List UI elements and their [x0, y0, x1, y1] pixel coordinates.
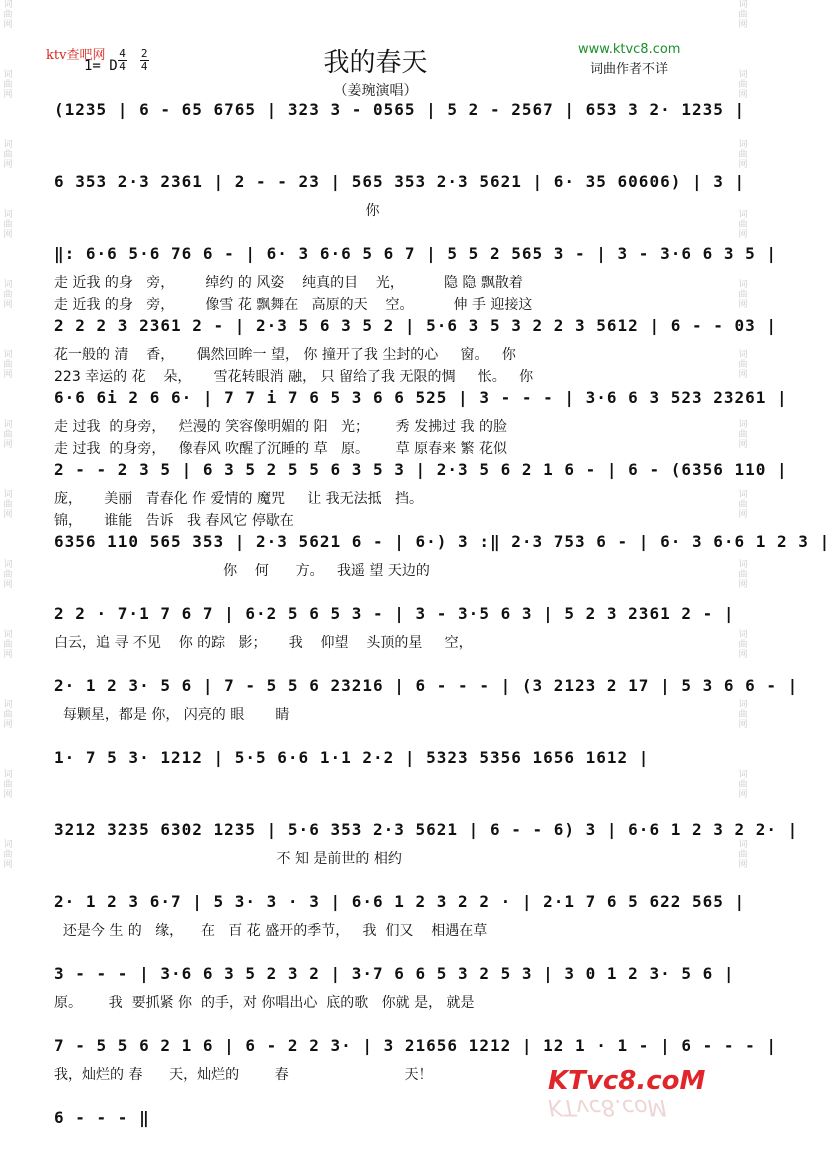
watermark-char: 词	[3, 0, 13, 10]
lyric-row: 庞， 美丽 青春化 作 爱情的 魔咒 让 我无法抵 挡。	[54, 491, 424, 507]
lyric-row: 你 何 方。 我遥 望 天边的	[54, 563, 430, 579]
watermark-char: 网	[738, 20, 748, 30]
watermark-char: 曲	[738, 360, 748, 370]
watermark-char: 曲	[3, 150, 13, 160]
notation-row: 2· 1 2 3· 5 6 | 7 - 5 5 6 23216 | 6 - - - | (3 2123 2 17 | 5 3 6 6 - |	[54, 676, 799, 695]
notation-row: 2 2 · 7·1 7 6 7 | 6·2 5 6 5 3 - | 3 - 3·5 6 3 | 5 2 3 2361 2 - |	[54, 604, 735, 623]
watermark-char: 网	[738, 510, 748, 520]
composer-credit: 词曲作者不详	[590, 62, 669, 77]
watermark-char: 曲	[738, 500, 748, 510]
lyric-row: 不 知 是前世的 相约	[54, 851, 402, 867]
watermark-char: 曲	[3, 430, 13, 440]
site-logo-reflection: KTvc8.coM	[548, 1094, 667, 1119]
score-line	[54, 100, 746, 172]
watermark-char: 词	[3, 840, 13, 850]
watermark-char: 曲	[738, 150, 748, 160]
score-line	[54, 316, 778, 388]
watermark-char: 网	[3, 370, 13, 380]
score-line	[54, 388, 788, 460]
watermark-char: 曲	[738, 430, 748, 440]
watermark-char: 网	[3, 230, 13, 240]
notation-row: ‖: 6·6 5·6 76 6 - | 6· 3 6·6 5 6 7 | 5 5 2 565 3 - | 3 - 3·6 6 3 5 |	[54, 244, 778, 263]
watermark-char: 网	[3, 160, 13, 170]
lyric-row: 走 过我 的身旁， 像春风 吹醒了沉睡的 草 原。 草 原春来 繁 花似	[54, 441, 508, 457]
watermark-char: 网	[3, 440, 13, 450]
notation-row: 2· 1 2 3 6·7 | 5 3· 3 · 3 | 6·6 1 2 3 2 2 · | 2·1 7 6 5 622 565 |	[54, 892, 746, 911]
watermark-char: 词	[738, 560, 748, 570]
watermark-char: 曲	[738, 220, 748, 230]
lyric-row: 223 幸运的 花 朵， 雪花转眼消 融， 只 留给了我 无限的惆 怅。 你	[54, 369, 534, 385]
watermark-char: 词	[3, 770, 13, 780]
watermark-char: 词	[3, 700, 13, 710]
score-line	[54, 604, 735, 676]
notation-row: 6 - - - ‖	[54, 1108, 150, 1127]
watermark-char: 曲	[3, 290, 13, 300]
watermark-char: 词	[738, 700, 748, 710]
watermark-char: 词	[3, 350, 13, 360]
watermark-char: 网	[3, 860, 13, 870]
key-signature: 1= D	[84, 58, 118, 74]
lyric-row: 我，灿烂的 春 天，灿烂的 春 天！	[54, 1067, 433, 1083]
watermark-char: 网	[738, 580, 748, 590]
watermark-char: 网	[738, 300, 748, 310]
watermark-char: 词	[3, 280, 13, 290]
watermark-char: 网	[3, 300, 13, 310]
watermark-char: 词	[738, 630, 748, 640]
watermark-char: 曲	[738, 710, 748, 720]
lyric-row: 每颗星，都是 你， 闪亮的 眼 睛	[54, 707, 290, 723]
watermark-char: 词	[738, 280, 748, 290]
lyric-row: 白云，追 寻 不见 你 的踪 影； 我 仰望 头顶的星 空，	[54, 635, 473, 651]
watermark-char: 网	[738, 370, 748, 380]
watermark-char: 网	[3, 90, 13, 100]
score-line	[54, 748, 714, 820]
score-line	[54, 172, 746, 244]
watermark-char: 词	[738, 0, 748, 10]
watermark-char: 曲	[738, 570, 748, 580]
watermark-char: 网	[3, 790, 13, 800]
watermark-char: 曲	[3, 710, 13, 720]
watermark-char: 曲	[738, 10, 748, 20]
watermark-char: 词	[738, 210, 748, 220]
lyric-row: 你	[54, 203, 380, 219]
watermark-char: 网	[738, 440, 748, 450]
watermark-char: 词	[738, 490, 748, 500]
watermark-char: 词	[738, 70, 748, 80]
watermark-char: 词	[3, 210, 13, 220]
watermark-char: 网	[3, 720, 13, 730]
song-title: 我的春天	[323, 48, 428, 78]
watermark-char: 词	[3, 560, 13, 570]
watermark-left	[1, 0, 15, 1156]
notation-row: 6356 110 565 353 | 2·3 5621 6 - | 6·) 3 :‖ 2·3 753 6 - | 6· 3 6·6 1 2 3 |	[54, 532, 830, 551]
score-line	[54, 820, 799, 892]
lyric-row: 走 近我 的身 旁， 像雪 花 飘舞在 高原的天 空。 伸 手 迎接这	[54, 297, 533, 313]
notation-row: 3 - - - | 3·6 6 3 5 2 3 2 | 3·7 6 6 5 3 2 5 3 | 3 0 1 2 3· 5 6 |	[54, 964, 735, 983]
watermark-char: 词	[738, 840, 748, 850]
watermark-char: 词	[738, 350, 748, 360]
watermark-char: 曲	[3, 360, 13, 370]
time-signature-2: $\frac{2}{4}$	[140, 47, 148, 73]
watermark-char: 曲	[3, 220, 13, 230]
watermark-char: 网	[3, 580, 13, 590]
watermark-char: 网	[3, 650, 13, 660]
time-signature-1: $\frac{4}{4}$	[119, 47, 126, 73]
lyric-row: 走 过我 的身旁， 烂漫的 笑容像明媚的 阳 光； 秀 发拂过 我 的脸	[54, 419, 508, 435]
watermark-char: 网	[738, 650, 748, 660]
watermark-char: 词	[738, 140, 748, 150]
lyric-row: 原。 我 要抓紧 你 的手，对 你唱出心 底的歌 你就 是， 就是	[54, 995, 475, 1011]
watermark-char: 曲	[3, 10, 13, 20]
lyric-row: 花一般的 清 香， 偶然回眸一 望， 你 撞开了我 尘封的心 窗。 你	[54, 347, 516, 363]
lyric-row: 锦， 谁能 告诉 我 春风它 停歇在	[54, 513, 294, 529]
watermark-char: 曲	[738, 850, 748, 860]
watermark-char: 网	[738, 720, 748, 730]
watermark-char: 曲	[3, 500, 13, 510]
watermark-char: 网	[3, 20, 13, 30]
singer-credit: （姜琬演唱）	[333, 83, 418, 99]
watermark-char: 网	[738, 860, 748, 870]
watermark-char: 词	[738, 420, 748, 430]
notation-row: (1235 | 6 - 65 6765 | 323 3 - 0565 | 5 2 - 2567 | 653 3 2· 1235 |	[54, 100, 746, 119]
score-line	[54, 964, 735, 1036]
watermark-char: 词	[738, 770, 748, 780]
watermark-char: 曲	[3, 640, 13, 650]
watermark-char: 网	[738, 230, 748, 240]
notation-row: 2 - - 2 3 5 | 6 3 5 2 5 5 6 3 5 3 | 2·3 5 6 2 1 6 - | 6 - (6356 110 |	[54, 460, 788, 479]
notation-row: 7 - 5 5 6 2 1 6 | 6 - 2 2 3· | 3 21656 1212 | 12 1 · 1 - | 6 - - - |	[54, 1036, 778, 1055]
watermark-char: 曲	[738, 640, 748, 650]
music-score	[54, 100, 830, 1148]
site-url: www.ktvc8.com	[578, 42, 681, 57]
site-logo: KTvc8.coM	[548, 1066, 706, 1096]
notation-row: 1· 7 5 3· 1212 | 5·5 6·6 1·1 2·2 | 5323 5356 1656 1612 |	[54, 748, 650, 767]
watermark-char: 曲	[738, 80, 748, 90]
watermark-char: 曲	[3, 570, 13, 580]
watermark-char: 网	[738, 160, 748, 170]
lyric-row: 还是今 生 的 缘， 在 百 花 盛开的季节， 我 们又 相遇在草	[54, 923, 488, 939]
watermark-char: 词	[3, 630, 13, 640]
score-line	[54, 892, 746, 964]
score-line	[54, 460, 788, 532]
watermark-char: 网	[738, 790, 748, 800]
notation-row: 2 2 2 3 2361 2 - | 2·3 5 6 3 5 2 | 5·6 3 5 3 2 2 3 5612 | 6 - - 03 |	[54, 316, 778, 335]
score-line	[54, 532, 830, 604]
site-name: ktv查吧网	[46, 48, 106, 63]
notation-row: 6 353 2·3 2361 | 2 - - 23 | 565 353 2·3 5621 | 6· 35 60606) | 3 |	[54, 172, 746, 191]
watermark-char: 词	[3, 140, 13, 150]
watermark-char: 词	[3, 70, 13, 80]
score-line	[54, 676, 799, 748]
watermark-char: 曲	[3, 780, 13, 790]
watermark-char: 曲	[738, 290, 748, 300]
watermark-char: 曲	[3, 80, 13, 90]
watermark-char: 曲	[3, 850, 13, 860]
notation-row: 3212 3235 6302 1235 | 5·6 353 2·3 5621 | 6 - - 6) 3 | 6·6 1 2 3 2 2· |	[54, 820, 799, 839]
watermark-char: 曲	[738, 780, 748, 790]
watermark-char: 网	[738, 90, 748, 100]
watermark-char: 词	[3, 420, 13, 430]
score-line	[54, 244, 778, 316]
watermark-char: 网	[3, 510, 13, 520]
lyric-row: 走 近我 的身 旁， 绰约 的 风姿 纯真的目 光， 隐 隐 飘散着	[54, 275, 523, 291]
notation-row: 6·6 6i 2 6 6· | 7 7 i 7 6 5 3 6 6 525 | 3 - - - | 3·6 6 3 523 23261 |	[54, 388, 788, 407]
watermark-char: 词	[3, 490, 13, 500]
